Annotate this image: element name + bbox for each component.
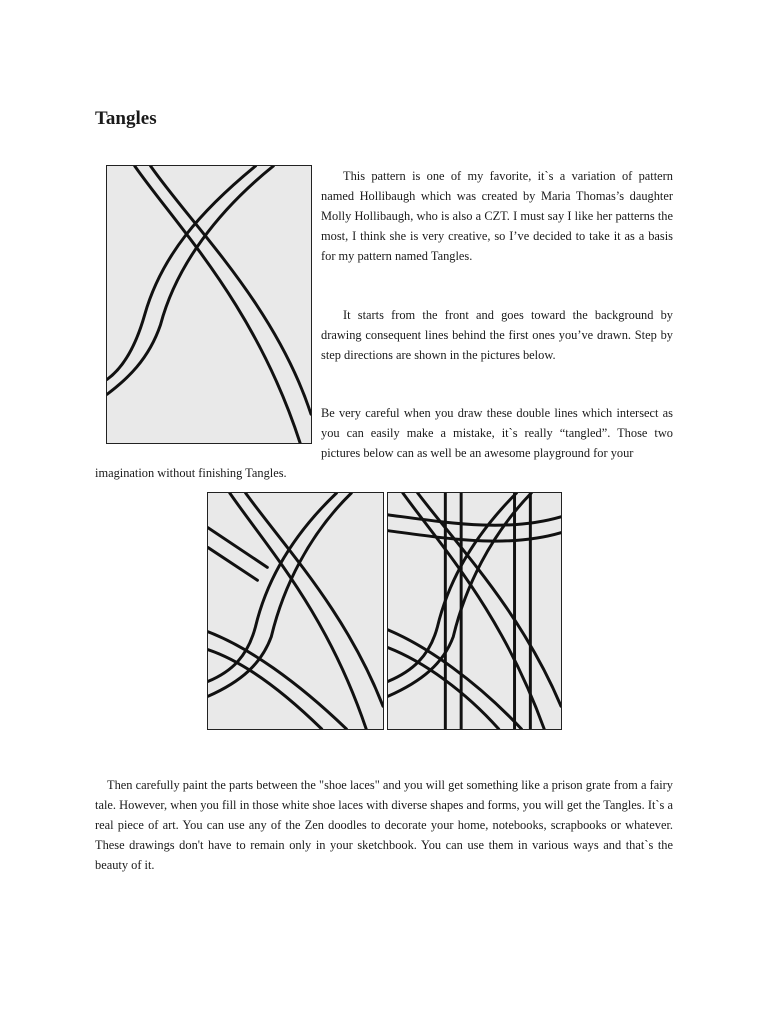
paragraph-intro: This pattern is one of my favorite, it`s a variation of pattern named Hollibaugh which was created by Maria Thomas’s daughter Molly Hollibaugh, who is also a CZT. I must say I like her patterns the most, I think she is very creative, so I’ve decided to take it as a basis for my pattern named Tangles.	[321, 169, 673, 263]
paragraph-careful-continued: imagination without finishing Tangles.	[95, 466, 287, 480]
paragraph-steps: It starts from the front and goes toward the background by drawing consequent lines behind the first ones you’ve drawn. Step by step directions are shown in the pictures below.	[321, 308, 673, 362]
paragraph-careful: Be very careful when you draw these double lines which intersect as you can easily make a mistake, it`s really “tangled”. Those two pictures below can as well be an awesome playground for your	[321, 406, 673, 460]
tangles-step2-image	[207, 492, 384, 730]
tangles-step3-image	[387, 492, 562, 730]
paragraph-conclusion: Then carefully paint the parts between the "shoe laces" and you will get something like a prison grate from a fairy tale. However, when you fill in those white shoe laces with diverse shapes and forms, you will get the Tangles. It`s a real piece of art. You can use any of the Zen doodles to decorate your home, notebooks, scrapbooks or whatever. These drawings don't have to remain only in your sketchbook. You can use them in various ways and that`s the beauty of it.	[95, 778, 673, 872]
page-title: Tangles	[95, 108, 157, 129]
tangles-step1-image	[106, 165, 312, 444]
